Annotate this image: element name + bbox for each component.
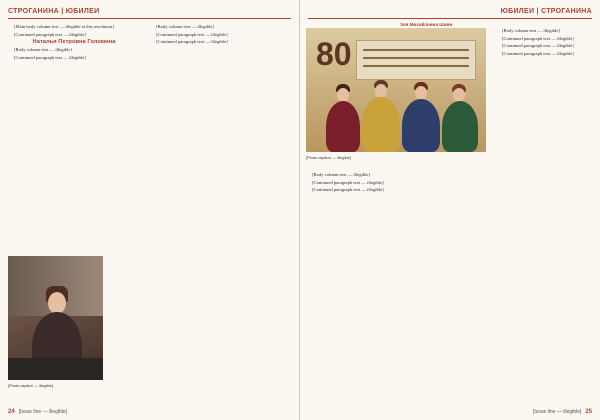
left-page-number: 24 bbox=[8, 409, 15, 415]
right-col-center bbox=[306, 172, 392, 397]
right-page bbox=[300, 0, 600, 420]
right-center-p2: [Continued paragraph text — illegible] bbox=[312, 179, 384, 185]
person-4 bbox=[442, 101, 478, 152]
person-4-face bbox=[453, 88, 465, 102]
right-right-p1: [Body column text — illegible] bbox=[502, 28, 560, 33]
left-running-head: СТРОГАНИНА | ЮБИЛЕИ bbox=[8, 8, 100, 15]
person-1-face bbox=[337, 88, 349, 102]
left-col-1 bbox=[8, 24, 140, 249]
left-footer-magazine: [Issue line — illegible] bbox=[18, 409, 68, 415]
person-3 bbox=[402, 99, 440, 152]
right-page-number: 25 bbox=[585, 409, 592, 415]
group-photo bbox=[306, 28, 486, 152]
person-1 bbox=[326, 101, 360, 152]
right-photo-name: Зоя Михайловна Шиян bbox=[400, 22, 453, 27]
right-photo-caption: [Photo caption — illegible] bbox=[306, 155, 351, 160]
right-col-right bbox=[496, 28, 592, 393]
portrait-desk bbox=[8, 358, 103, 380]
left-col2-p1: [Body column text — illegible] bbox=[156, 24, 214, 29]
wall-number: 80 bbox=[316, 36, 352, 72]
left-col1-p1: [Main body column text — illegible at this resolution] bbox=[14, 24, 114, 29]
left-col2-p2: [Continued paragraph text — illegible] bbox=[156, 31, 228, 37]
right-running-head: ЮБИЛЕИ | СТРОГАНИНА bbox=[500, 8, 592, 15]
right-footer bbox=[529, 409, 592, 415]
left-col2-p3: [Continued paragraph text — illegible] bbox=[156, 39, 228, 45]
portrait-face bbox=[48, 292, 66, 314]
right-footer-magazine: [Issue line — illegible] bbox=[532, 409, 582, 415]
person-2 bbox=[362, 97, 400, 152]
left-col-2 bbox=[150, 24, 290, 394]
left-name-heading: Наталья Петровна Голомина bbox=[32, 39, 116, 46]
right-center-p1: [Body column text — illegible] bbox=[312, 172, 370, 177]
right-center-p3: [Continued paragraph text — illegible] bbox=[312, 187, 384, 193]
person-2-face bbox=[375, 84, 387, 98]
left-col1-p2: [Continued paragraph text — illegible] bbox=[14, 31, 86, 37]
left-head-rule bbox=[8, 18, 291, 19]
left-footer bbox=[8, 409, 71, 415]
right-right-p3: [Continued paragraph text — illegible] bbox=[502, 43, 574, 49]
portrait-photo bbox=[8, 256, 103, 380]
left-photo-caption: [Photo caption — illegible] bbox=[8, 383, 53, 388]
right-right-p2: [Continued paragraph text — illegible] bbox=[502, 35, 574, 41]
left-col1-p3: [Body column text — illegible] bbox=[14, 47, 72, 53]
right-head-rule bbox=[308, 18, 592, 19]
right-right-p4: [Continued paragraph text — illegible] bbox=[502, 51, 574, 57]
person-3-face bbox=[415, 86, 427, 100]
left-col1-p4: [Continued paragraph text — illegible] bbox=[14, 54, 86, 60]
wall-banner bbox=[356, 40, 476, 80]
